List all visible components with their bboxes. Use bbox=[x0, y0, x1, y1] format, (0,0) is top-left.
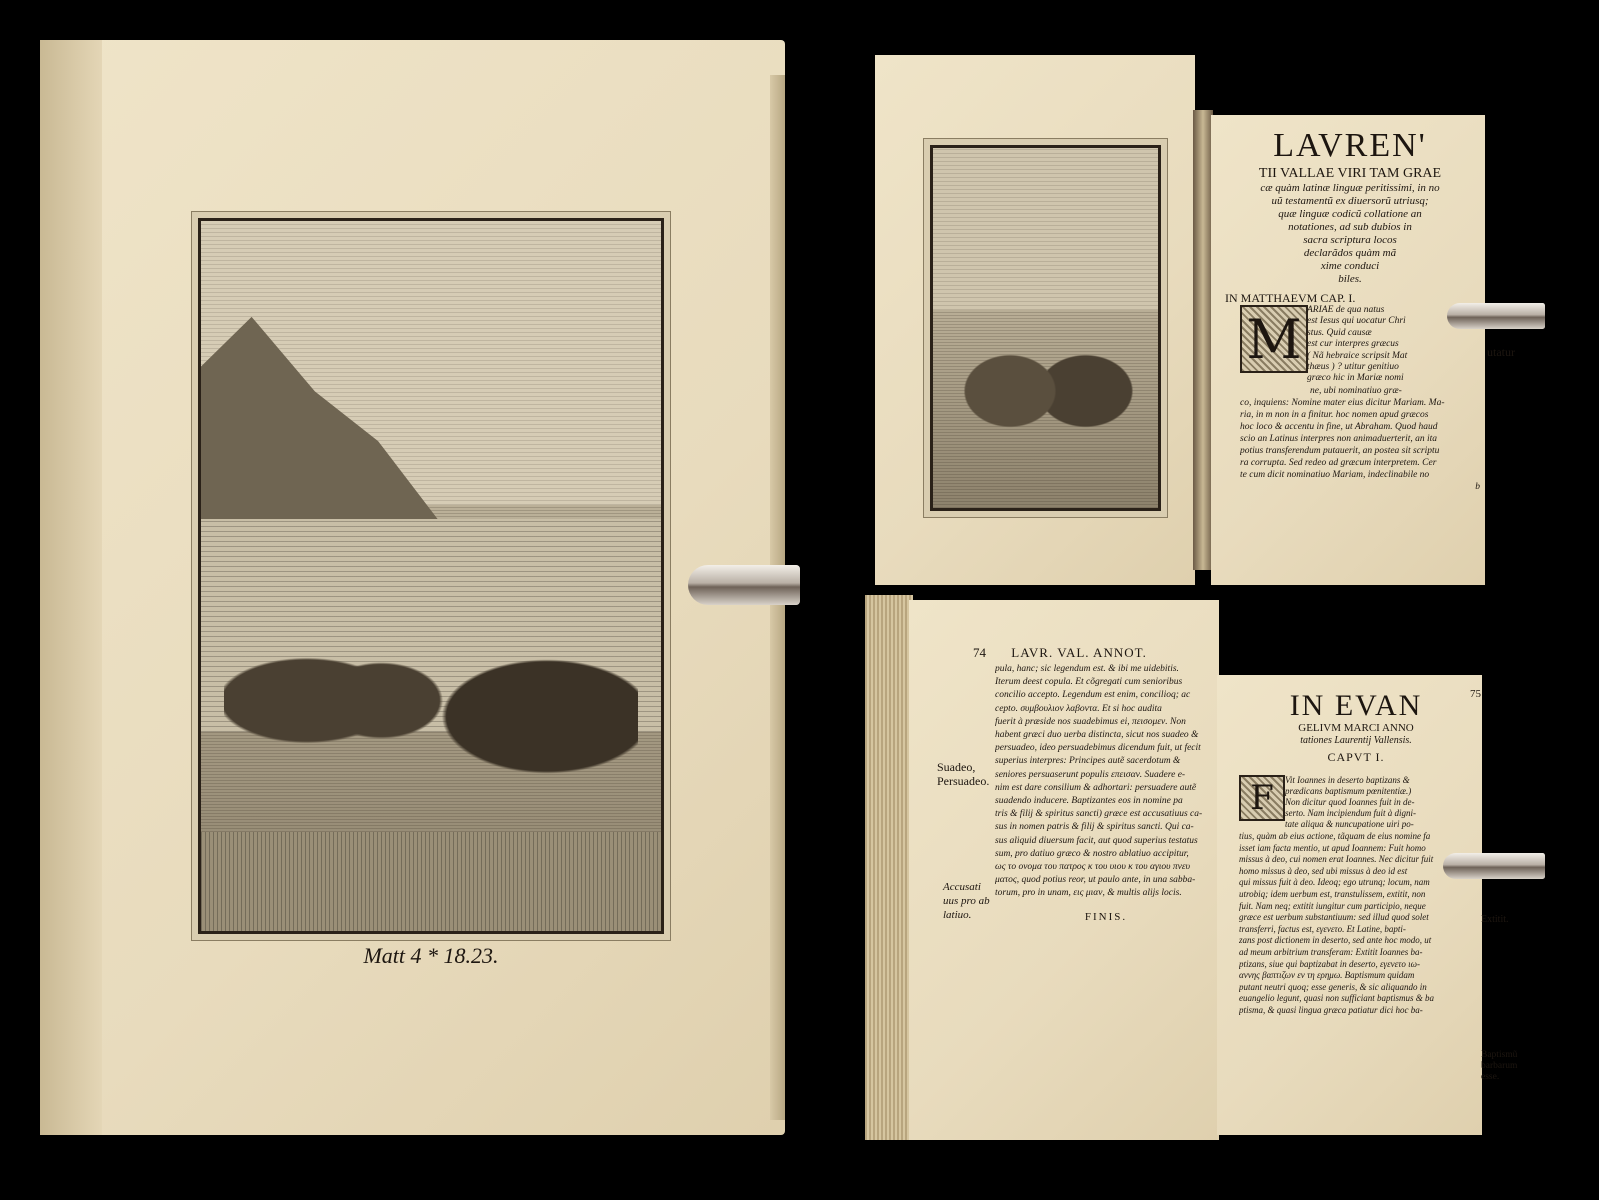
body-line: seniores persuaserunt populis επεισαν. Suadere e- bbox=[995, 769, 1186, 780]
body-line: græco hic in Mariæ nomi bbox=[1307, 373, 1404, 384]
body-line: ως το ονομα του πατρος κ του υιου κ του αγιου πνευ bbox=[995, 862, 1190, 873]
body-line: fuit. Nam neq; extitit iungitur cum participio, neque bbox=[1239, 900, 1426, 911]
body-line: est Iesus qui uocatur Chri bbox=[1307, 316, 1406, 327]
body-line: serto. Nam incipiendum fuit à digni- bbox=[1285, 808, 1416, 818]
body-line: est cur interpres græcus bbox=[1307, 339, 1399, 350]
chapter-heading: IN MATTHAEVM CAP. I. bbox=[1225, 291, 1356, 305]
margin-note-line: Baptismũ bbox=[1481, 1050, 1518, 1060]
body-line: missus à deo, cui nomen erat Ioannes. Nec dicitur fuit bbox=[1239, 854, 1434, 865]
body-line: suadendo inducere. Baptizantes eos in nomine pa bbox=[995, 796, 1183, 807]
body-line: habent græci duo uerba distincta, sicut nos suadeo & bbox=[995, 730, 1199, 741]
body-line: pula, hanc; sic legendum est. & ibi me uidebitis. bbox=[995, 664, 1179, 674]
body-line: græce est uerbum substantiuum: sed illud quod solet bbox=[1239, 912, 1429, 923]
margin-note-extitit: Extitit. bbox=[1481, 914, 1509, 925]
body-line: tate aliqua & nuncupatione uiri po- bbox=[1285, 819, 1414, 829]
pen-pointer bbox=[688, 565, 800, 605]
pen-pointer bbox=[1443, 853, 1545, 879]
body-line: concilio accepto. Legendum est enim, concilioq; ac bbox=[995, 690, 1191, 701]
pen-pointer bbox=[1447, 303, 1545, 329]
body-line: potius transferendum putauerit, an postea sit scriptu bbox=[1240, 446, 1440, 456]
body-line: Iterum deest copula. Et cõgregati cum senioribus bbox=[995, 677, 1183, 688]
chapter-heading: CAPVT I. bbox=[1327, 750, 1385, 764]
engraving-two-figures bbox=[930, 145, 1161, 511]
body-line: ματος, quod potius reor, ut paulo ante, in una sabba- bbox=[995, 875, 1196, 886]
body-line: b bbox=[1475, 482, 1480, 492]
page-75-body-full bbox=[1239, 831, 1475, 1017]
margin-note-line: latiuo. bbox=[943, 909, 972, 921]
engraving-figures bbox=[224, 541, 638, 861]
body-line: prædicans baptismum pœnitentiæ.) bbox=[1285, 786, 1412, 796]
bottom-right-photo bbox=[865, 595, 1545, 1140]
body-line: isset iam facta mentio, ut apud Ioannem: Fuit homo bbox=[1239, 842, 1426, 853]
body-line: ptizans, siue qui baptizabat in deserto, εγενετο ιω- bbox=[1239, 958, 1421, 969]
running-head: LAVR. VAL. ANNOT. bbox=[1011, 645, 1147, 660]
top-right-photo bbox=[875, 55, 1545, 585]
body-line: thæus ) ? utitur genitiuo bbox=[1307, 362, 1399, 373]
body-line: tris & filij & spiritus sancti) græce est accusatiuus ca- bbox=[995, 809, 1203, 820]
body-line: ARIAE de qua natus bbox=[1307, 305, 1385, 315]
body-line: ne, ubi nominatiuo græ- bbox=[1310, 386, 1402, 396]
body-line: ( Nã hebraice scripsit Mat bbox=[1307, 350, 1408, 361]
body-line: tius, quàm ab eius actione, tãquam de eius nomine fa bbox=[1239, 831, 1431, 841]
engraving-landscape bbox=[933, 148, 1158, 310]
title-page-text bbox=[1225, 127, 1475, 305]
page-75-header bbox=[1237, 688, 1481, 765]
left-photo bbox=[40, 40, 800, 1140]
body-line: ra corrupta. Sed redeo ad græcum interpretem. Cer bbox=[1240, 458, 1437, 468]
decorated-initial-m: M bbox=[1240, 305, 1308, 373]
body-line: ptisma, & quasi lingua græca patiatur dici hoc ba- bbox=[1239, 1004, 1423, 1015]
body-line: homo missus à deo, sed ubi missus à deo id est bbox=[1239, 865, 1408, 876]
body-line: Vit Ioannes in deserto baptizans & bbox=[1285, 775, 1410, 785]
body-line: te cum dicit nominatiuo Mariam, indeclinabile no bbox=[1240, 470, 1430, 480]
margin-note-baptismu bbox=[1481, 1050, 1517, 1083]
page-title: IN EVAN bbox=[1289, 689, 1423, 722]
body-line: scio an Latinus interpres non animaduerterit, an ita bbox=[1240, 434, 1438, 444]
body-line: sus aliquid diuersum facit, aut quod superius testatus bbox=[995, 835, 1198, 846]
title-line: xime conduci bbox=[1320, 260, 1380, 272]
title-line: uũ testamentũ ex diuersorũ utriusq; bbox=[1271, 195, 1429, 207]
engraving-robed-figures bbox=[956, 292, 1136, 490]
title-page-body-full bbox=[1240, 385, 1480, 493]
body-line: putant neutri quoq; esse generis, & sic aliquando in bbox=[1239, 981, 1427, 992]
body-line: ria, in m non in a finitur. hoc nomen apud græcos bbox=[1240, 410, 1429, 420]
body-line: nim est dare consilium & adhortari: persuadere autẽ bbox=[995, 782, 1197, 793]
body-line: Non dicitur quod Ioannes fuit in de- bbox=[1285, 797, 1415, 807]
spine-binding bbox=[1193, 110, 1213, 570]
title-line: cæ quàm latinæ linguæ peritissimi, in no bbox=[1260, 182, 1440, 194]
margin-note-line: uus pro ab bbox=[943, 895, 990, 907]
title-line: quæ linguæ codicũ collatione an bbox=[1278, 208, 1422, 220]
engraving-caption: Matt 4 * 18.23. bbox=[363, 943, 499, 968]
body-line: ad meum arbitrium transferam: Extitit Ioannes ba- bbox=[1239, 946, 1423, 957]
title-main: LAVREN' bbox=[1273, 127, 1427, 164]
body-line: persuadeo, ideo persuadebimus dicendum fuit, ut fecit bbox=[995, 743, 1201, 754]
body-line: transferri, factus est, εγενετο. Et Latine, bapti- bbox=[1239, 923, 1406, 934]
margin-note-line: Accusati bbox=[943, 881, 981, 893]
engraving-fishermen bbox=[198, 218, 664, 968]
body-line: torum, pro in unam, εις μιαν, & multis alijs locis. bbox=[995, 888, 1182, 899]
margin-note-utatur: utatur bbox=[1487, 345, 1515, 359]
body-line: co, inquiens: Nomine mater eius dicitur Mariam. Ma- bbox=[1240, 398, 1445, 408]
margin-note-line: barbarum bbox=[1481, 1061, 1518, 1071]
book-gutter bbox=[40, 40, 102, 1135]
body-line: utrobiq; idem uerbum est, transtulissem, extitit, non bbox=[1239, 888, 1426, 899]
page-75-body bbox=[1285, 775, 1475, 830]
body-line: sus in nomen patris & filij & spiritus sancti. Qui ca- bbox=[995, 822, 1194, 833]
margin-note-suadeo bbox=[937, 760, 989, 788]
page-74-body bbox=[995, 663, 1217, 924]
body-line: fuerit à præside nos suadebimus ei, πεισομεν. Non bbox=[995, 716, 1186, 727]
body-line: zans post dictionem in deserto, sed ante hoc modo, ut bbox=[1239, 935, 1432, 946]
page-74-header bbox=[973, 645, 1213, 661]
page-number: 75 bbox=[1470, 688, 1481, 700]
page-number: 74 bbox=[973, 645, 986, 660]
title-line: sacra scriptura locos bbox=[1303, 234, 1397, 246]
body-line: cepto. συμβουλιον λαβοντα. Et si hoc audita bbox=[995, 703, 1162, 714]
engraving-ground bbox=[201, 832, 661, 931]
body-line: stus. Quid causæ bbox=[1307, 327, 1372, 338]
title-line: notationes, ad sub dubios in bbox=[1288, 221, 1412, 233]
decorated-initial-f: F bbox=[1239, 775, 1285, 821]
body-line: αννης βαπτιζων εν τη ερημω. Baptismum quidam bbox=[1239, 970, 1415, 981]
margin-note-accusatiuus bbox=[943, 880, 990, 922]
finis: FINIS. bbox=[1084, 910, 1128, 923]
page-stack-edge bbox=[865, 595, 913, 1140]
title-line: TII VALLAE VIRI TAM GRAE bbox=[1258, 166, 1442, 181]
margin-note-line: Suadeo, bbox=[937, 760, 976, 774]
body-line: qui missus fuit à deo. Ideoq; ego utrunq; locum, nam bbox=[1239, 877, 1430, 888]
margin-note-line: Persuadeo. bbox=[937, 774, 990, 788]
title-line: declarãdos quàm mã bbox=[1303, 247, 1397, 259]
body-line: sum, pro datiuo græco & nostro ablatiuo accipitur, bbox=[995, 848, 1189, 859]
body-line: superius interpres: Principes autẽ sacerdotum & bbox=[995, 756, 1181, 767]
body-line: hoc loco & accentu in fine, ut Abraham. Quod haud bbox=[1240, 422, 1438, 432]
title-line: biles. bbox=[1338, 273, 1362, 285]
margin-note-line: esse. bbox=[1481, 1072, 1500, 1082]
body-line: euangelio legunt, quasi non sufficiant baptismus & ba bbox=[1239, 993, 1434, 1004]
subtitle-line: GELIVM MARCI ANNO bbox=[1298, 722, 1414, 734]
subtitle-line: tationes Laurentij Vallensis. bbox=[1300, 735, 1412, 746]
